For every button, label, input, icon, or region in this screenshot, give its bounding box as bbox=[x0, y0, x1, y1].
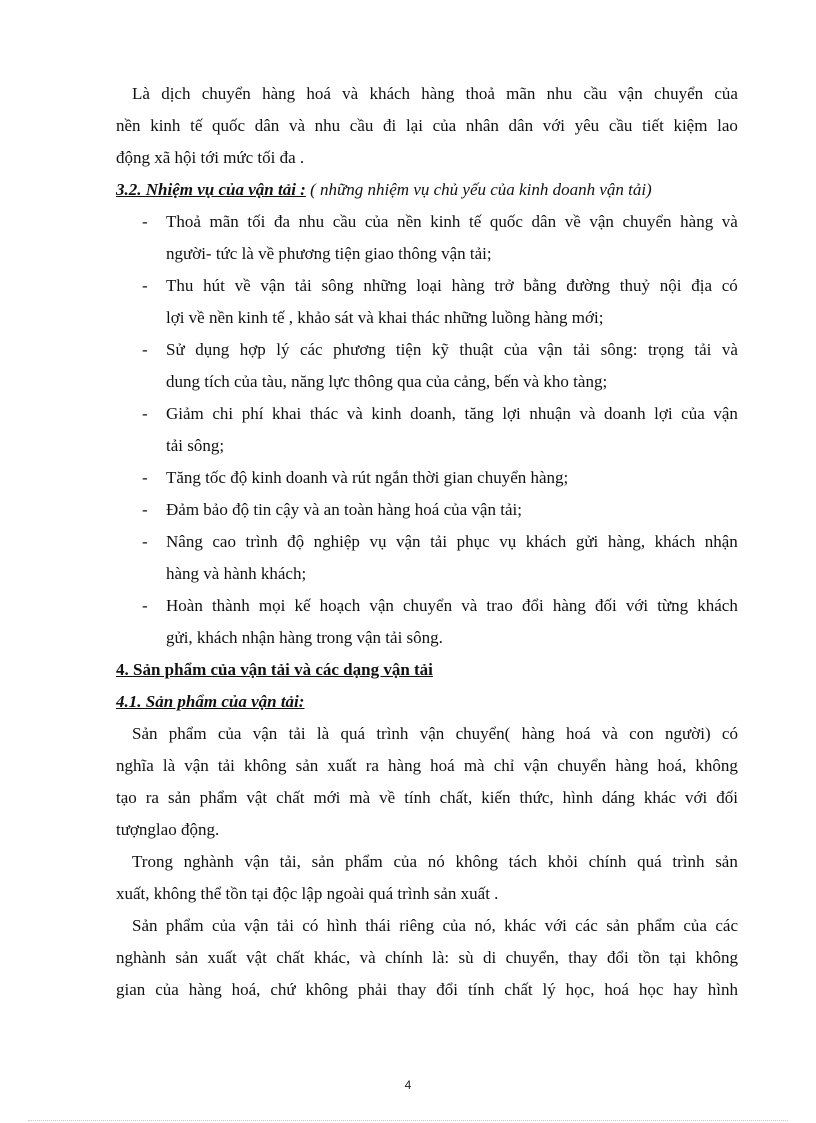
bullet-8-line-2: gửi, khách nhận hàng trong vận tải sông. bbox=[166, 628, 443, 647]
word: tạo bbox=[116, 788, 137, 807]
bullet-1-line-1 bbox=[166, 212, 738, 232]
word: tải bbox=[217, 756, 235, 775]
word: sản bbox=[606, 916, 629, 935]
word: địa bbox=[691, 276, 712, 295]
word: vận bbox=[369, 596, 394, 615]
word: trao bbox=[486, 596, 513, 615]
word: hoá, bbox=[231, 980, 261, 999]
word: của bbox=[364, 212, 389, 231]
word: Trong bbox=[132, 852, 173, 871]
word: từng bbox=[657, 596, 689, 615]
word: hàng bbox=[262, 84, 296, 103]
word: Giảm bbox=[166, 404, 204, 423]
word: của bbox=[503, 340, 528, 359]
section-3-2-heading: 3.2. Nhiệm vụ của vận tải : bbox=[116, 180, 306, 199]
word: lại bbox=[405, 116, 423, 135]
section-3-2-heading-row bbox=[116, 180, 652, 200]
word: và bbox=[359, 948, 376, 967]
word: vận bbox=[538, 340, 563, 359]
word: quá bbox=[637, 852, 662, 871]
section-4-1-p3-line-1 bbox=[132, 916, 738, 936]
word: phải bbox=[357, 980, 388, 999]
word: vận bbox=[419, 724, 445, 743]
word: tính bbox=[404, 788, 431, 807]
word: lý bbox=[276, 340, 290, 359]
word: vật bbox=[246, 788, 268, 807]
word: mà bbox=[463, 756, 485, 775]
word: sản bbox=[175, 948, 199, 967]
word: quốc bbox=[489, 212, 523, 231]
word: sù bbox=[458, 948, 474, 967]
word: hàng bbox=[388, 756, 422, 775]
word: thái bbox=[365, 916, 391, 935]
word: về bbox=[564, 212, 581, 231]
word: và bbox=[346, 404, 363, 423]
word: hàng bbox=[451, 276, 485, 295]
word: chỉ bbox=[493, 756, 515, 775]
word: trình bbox=[672, 852, 705, 871]
section-4-1-heading: 4.1. Sản phẩm của vận tải: bbox=[116, 692, 305, 711]
word: vận bbox=[618, 84, 643, 103]
word: của bbox=[432, 116, 457, 135]
word: thức, bbox=[519, 788, 554, 807]
word: gửi bbox=[575, 532, 599, 551]
bullet-1-line-2: người- tức là về phương tiện giao thông vận tải; bbox=[166, 244, 492, 263]
word: Sử bbox=[166, 340, 185, 359]
word: hoá bbox=[604, 980, 629, 999]
word: nó, bbox=[474, 916, 496, 935]
word: bằng bbox=[523, 276, 557, 295]
word: không bbox=[243, 756, 287, 775]
word: khác bbox=[643, 788, 677, 807]
word: chuyển bbox=[622, 212, 672, 231]
word: học bbox=[638, 980, 664, 999]
word: mới bbox=[313, 788, 341, 807]
word: Thoả bbox=[166, 212, 201, 231]
word: thoả bbox=[465, 84, 495, 103]
word: khác bbox=[504, 916, 537, 935]
word: và bbox=[288, 116, 305, 135]
word: tiết bbox=[642, 116, 664, 135]
word: về bbox=[379, 788, 396, 807]
word: cao bbox=[212, 532, 236, 551]
word: tải, bbox=[279, 852, 301, 871]
word: tải bbox=[294, 276, 312, 295]
word: kiệm bbox=[673, 116, 708, 135]
word: kỹ bbox=[431, 340, 449, 359]
word: hàng bbox=[552, 596, 586, 615]
word: phục bbox=[456, 532, 490, 551]
word: xuất bbox=[207, 948, 237, 967]
word: với bbox=[542, 116, 565, 135]
word: nhu bbox=[314, 116, 341, 135]
word: nền bbox=[397, 212, 422, 231]
word: với bbox=[625, 596, 649, 615]
word: chính bbox=[385, 948, 423, 967]
word: vận bbox=[523, 756, 549, 775]
word: sản bbox=[311, 852, 335, 871]
word: hàng bbox=[188, 980, 222, 999]
word: tải bbox=[694, 340, 712, 359]
word: tế bbox=[469, 212, 482, 231]
word: không bbox=[695, 948, 738, 967]
section-4-1-p1-line-3 bbox=[116, 788, 738, 808]
word: sản bbox=[715, 852, 738, 871]
word: đối bbox=[594, 596, 617, 615]
word: yêu bbox=[574, 116, 600, 135]
bullet-dash: - bbox=[142, 532, 148, 551]
word: chất, bbox=[439, 788, 473, 807]
word: chứ bbox=[270, 980, 296, 999]
section-4-heading: 4. Sản phẩm của vận tải và các dạng vận tải bbox=[116, 660, 433, 679]
word: khách bbox=[525, 532, 567, 551]
word: các bbox=[299, 340, 323, 359]
word: hàng bbox=[615, 756, 649, 775]
word: chuyển, bbox=[505, 948, 559, 967]
section-4-1-p1-line-4: tượnglao động. bbox=[116, 820, 220, 839]
word: và bbox=[721, 212, 738, 231]
word: trình bbox=[245, 532, 278, 551]
word: hàng bbox=[421, 84, 455, 103]
word: phương bbox=[333, 340, 386, 359]
word: phẩm bbox=[637, 916, 676, 935]
word: quốc bbox=[212, 116, 246, 135]
word: có bbox=[721, 276, 738, 295]
word: đối bbox=[716, 788, 738, 807]
word: gian bbox=[116, 980, 146, 999]
bullet-3-line-1 bbox=[166, 340, 738, 360]
word: Sản bbox=[132, 724, 158, 743]
word: của bbox=[155, 980, 179, 999]
word: cầu bbox=[349, 116, 374, 135]
word: nội bbox=[659, 276, 682, 295]
word: những bbox=[363, 276, 407, 295]
paragraph-1-line-2 bbox=[116, 116, 738, 136]
word: phẩm bbox=[344, 852, 383, 871]
word: di bbox=[483, 948, 497, 967]
word: đổi bbox=[521, 596, 544, 615]
word: Là bbox=[132, 84, 150, 103]
section-4-heading-row bbox=[116, 660, 433, 680]
word: nhân bbox=[465, 116, 499, 135]
section-4-1-p2-line-1 bbox=[132, 852, 738, 872]
word: chính bbox=[588, 852, 627, 871]
word: chuyển( bbox=[455, 724, 511, 743]
word: doanh, bbox=[410, 404, 456, 423]
word: với bbox=[685, 788, 708, 807]
word: nhuận bbox=[529, 404, 571, 423]
word: hợp bbox=[239, 340, 266, 359]
word: dân bbox=[254, 116, 280, 135]
word: kinh bbox=[430, 212, 461, 231]
word: các bbox=[575, 916, 598, 935]
bullet-dash: - bbox=[142, 500, 148, 519]
word: hoá bbox=[565, 724, 591, 743]
word: không bbox=[305, 980, 349, 999]
word: có bbox=[721, 724, 738, 743]
word: lý bbox=[542, 980, 556, 999]
word: tiện bbox=[395, 340, 422, 359]
bullet-dash: - bbox=[142, 276, 148, 295]
word: chuyển bbox=[557, 756, 607, 775]
word: sông: bbox=[600, 340, 638, 359]
bullet-2-line-2: lợi về nền kinh tế , khảo sát và khai thác những luồng hàng mới; bbox=[166, 308, 604, 327]
page-bottom-divider bbox=[28, 1120, 788, 1121]
word: hàng, bbox=[607, 532, 646, 551]
word: hình bbox=[562, 788, 593, 807]
word: vụ bbox=[369, 532, 387, 551]
word: và bbox=[342, 84, 359, 103]
word: vận bbox=[396, 532, 421, 551]
word: nghiệp bbox=[313, 532, 360, 551]
word: khách bbox=[654, 532, 696, 551]
word: không bbox=[695, 756, 738, 775]
word: tăng bbox=[464, 404, 494, 423]
word: nó bbox=[427, 852, 445, 871]
word: cầu bbox=[332, 212, 357, 231]
word: trình bbox=[376, 724, 409, 743]
word: con bbox=[629, 724, 654, 743]
word: ra bbox=[145, 788, 159, 807]
word: và bbox=[601, 724, 618, 743]
word: hàng bbox=[521, 724, 555, 743]
word: có bbox=[302, 916, 319, 935]
bullet-dash: - bbox=[142, 468, 148, 487]
word: tải bbox=[430, 532, 448, 551]
word: nghành bbox=[116, 948, 167, 967]
word: đổi bbox=[606, 948, 629, 967]
word: dáng bbox=[601, 788, 635, 807]
word: tách bbox=[508, 852, 537, 871]
word: các bbox=[715, 916, 738, 935]
word: thuỷ bbox=[619, 276, 650, 295]
bullet-7-line-1 bbox=[166, 532, 738, 552]
word: đi bbox=[383, 116, 397, 135]
bullet-8-line-1 bbox=[166, 596, 738, 616]
bullet-4-line-2: tải sông; bbox=[166, 436, 225, 455]
word: phẩm bbox=[199, 788, 238, 807]
word: Sản bbox=[132, 916, 158, 935]
word: mãn bbox=[209, 212, 239, 231]
paragraph-1-line-1 bbox=[132, 84, 738, 104]
word: mãn bbox=[506, 84, 536, 103]
word: nghĩa bbox=[116, 756, 154, 775]
word: Thu bbox=[166, 276, 194, 295]
word: trở bbox=[494, 276, 514, 295]
word: vận bbox=[589, 212, 614, 231]
word: và bbox=[579, 404, 596, 423]
word: thành bbox=[211, 596, 250, 615]
word: khai bbox=[271, 404, 302, 423]
word: khác, bbox=[313, 948, 351, 967]
word: dân bbox=[531, 212, 557, 231]
word: tính bbox=[467, 980, 495, 999]
word: Nâng bbox=[166, 532, 203, 551]
word: ra bbox=[365, 756, 379, 775]
bullet-dash: - bbox=[142, 404, 148, 423]
word: chất bbox=[276, 788, 305, 807]
word: kế bbox=[294, 596, 311, 615]
word: là bbox=[316, 724, 330, 743]
word: người) bbox=[665, 724, 711, 743]
word: chuyển bbox=[201, 84, 251, 103]
word: vận bbox=[184, 756, 209, 775]
word: vận bbox=[244, 916, 269, 935]
word: học, bbox=[565, 980, 595, 999]
word: cầu bbox=[608, 116, 633, 135]
word: hoá bbox=[430, 756, 455, 775]
word: tế bbox=[190, 116, 203, 135]
word: và bbox=[461, 596, 478, 615]
word: Hoàn bbox=[166, 596, 203, 615]
section-4-1-heading-row bbox=[116, 692, 304, 712]
word: chất bbox=[504, 980, 533, 999]
word: khách bbox=[697, 596, 738, 615]
word: kinh bbox=[150, 116, 181, 135]
word: độ bbox=[287, 532, 305, 551]
bullet-7-line-2: hàng và hành khách; bbox=[166, 564, 307, 583]
word: nhu bbox=[546, 84, 573, 103]
section-4-1-p2-line-2: xuất, không thể tồn tại độc lập ngoài quá trình sản xuất . bbox=[116, 884, 499, 903]
word: loại bbox=[416, 276, 442, 295]
section-4-1-p1-line-2 bbox=[116, 756, 738, 776]
word: vận bbox=[260, 276, 285, 295]
section-4-1-p1-line-1 bbox=[132, 724, 738, 744]
word: quá bbox=[340, 724, 366, 743]
word: xuất bbox=[327, 756, 357, 775]
word: sản bbox=[295, 756, 319, 775]
word: hình bbox=[707, 980, 738, 999]
word: lợi bbox=[502, 404, 521, 423]
word: dịch bbox=[161, 84, 191, 103]
word: riêng bbox=[399, 916, 435, 935]
word: cầu bbox=[583, 84, 607, 103]
word: đổi bbox=[436, 980, 459, 999]
word: của bbox=[442, 916, 467, 935]
word: kiến bbox=[481, 788, 511, 807]
word: thay bbox=[397, 980, 427, 999]
bullet-dash: - bbox=[142, 340, 148, 359]
word: của bbox=[212, 916, 236, 935]
word: của bbox=[217, 724, 242, 743]
bullet-2-line-1 bbox=[166, 276, 738, 296]
word: của bbox=[681, 404, 705, 423]
bullet-5-line-1: Tăng tốc độ kinh doanh và rút ngắn thời gian chuyển hàng; bbox=[166, 468, 569, 487]
word: là: bbox=[432, 948, 450, 967]
word: tải bbox=[288, 724, 306, 743]
word: phí bbox=[241, 404, 264, 423]
word: là bbox=[162, 756, 176, 775]
word: phẩm bbox=[165, 916, 204, 935]
word: nghành bbox=[183, 852, 234, 871]
word: vận bbox=[252, 724, 278, 743]
word: của bbox=[714, 84, 738, 103]
word: nền bbox=[116, 116, 141, 135]
word: nhận bbox=[704, 532, 738, 551]
word: chuyển bbox=[654, 84, 704, 103]
word: vận bbox=[713, 404, 738, 423]
word: tải bbox=[573, 340, 591, 359]
word: hoá, bbox=[657, 756, 687, 775]
word: mọi bbox=[258, 596, 286, 615]
page-number: 4 bbox=[404, 1078, 412, 1092]
bullet-dash: - bbox=[142, 596, 148, 615]
word: sông bbox=[321, 276, 354, 295]
section-3-2-note: ( những nhiệm vụ chủ yếu của kinh doanh vận tải) bbox=[310, 180, 652, 199]
word: hoạch bbox=[319, 596, 361, 615]
word: thay bbox=[568, 948, 598, 967]
word: tối bbox=[247, 212, 266, 231]
word: tại bbox=[669, 948, 687, 967]
word: mà bbox=[349, 788, 371, 807]
word: của bbox=[393, 852, 418, 871]
word: vận bbox=[244, 852, 269, 871]
word: phẩm bbox=[168, 724, 207, 743]
word: dụng bbox=[195, 340, 230, 359]
word: đa bbox=[273, 212, 290, 231]
word: khách bbox=[369, 84, 411, 103]
word: vụ bbox=[499, 532, 517, 551]
word: tồn bbox=[638, 948, 660, 967]
word: thuật bbox=[459, 340, 494, 359]
word: chi bbox=[212, 404, 234, 423]
word: hàng bbox=[680, 212, 714, 231]
word: khỏi bbox=[547, 852, 578, 871]
word: chất bbox=[276, 948, 305, 967]
word: hay bbox=[673, 980, 698, 999]
word: doanh bbox=[604, 404, 646, 423]
word: chuyển bbox=[403, 596, 453, 615]
word: tải bbox=[276, 916, 294, 935]
bullet-6-line-1: Đảm bảo độ tin cậy và an toàn hàng hoá của vận tải; bbox=[166, 500, 522, 519]
word: hoá bbox=[306, 84, 331, 103]
word: hình bbox=[326, 916, 357, 935]
word: trọng bbox=[647, 340, 684, 359]
word: không bbox=[455, 852, 498, 871]
word: về bbox=[234, 276, 251, 295]
word: lợi bbox=[654, 404, 673, 423]
word: dân bbox=[508, 116, 534, 135]
word: hút bbox=[203, 276, 225, 295]
word: sản bbox=[167, 788, 191, 807]
word: lao bbox=[717, 116, 738, 135]
word: và bbox=[721, 340, 738, 359]
word: vật bbox=[246, 948, 267, 967]
paragraph-1-line-3: động xã hội tới mức tối đa . bbox=[116, 148, 305, 167]
word: kinh bbox=[371, 404, 402, 423]
section-4-1-p3-line-3 bbox=[116, 980, 738, 1000]
word: thác bbox=[309, 404, 339, 423]
bullet-4-line-1 bbox=[166, 404, 738, 424]
word: với bbox=[544, 916, 567, 935]
bullet-3-line-2: dung tích của tàu, năng lực thông qua của cảng, bến và kho tàng; bbox=[166, 372, 608, 391]
word: của bbox=[683, 916, 707, 935]
section-4-1-p3-line-2 bbox=[116, 948, 738, 968]
bullet-dash: - bbox=[142, 212, 148, 231]
word: đường bbox=[566, 276, 610, 295]
word: nhu bbox=[298, 212, 325, 231]
